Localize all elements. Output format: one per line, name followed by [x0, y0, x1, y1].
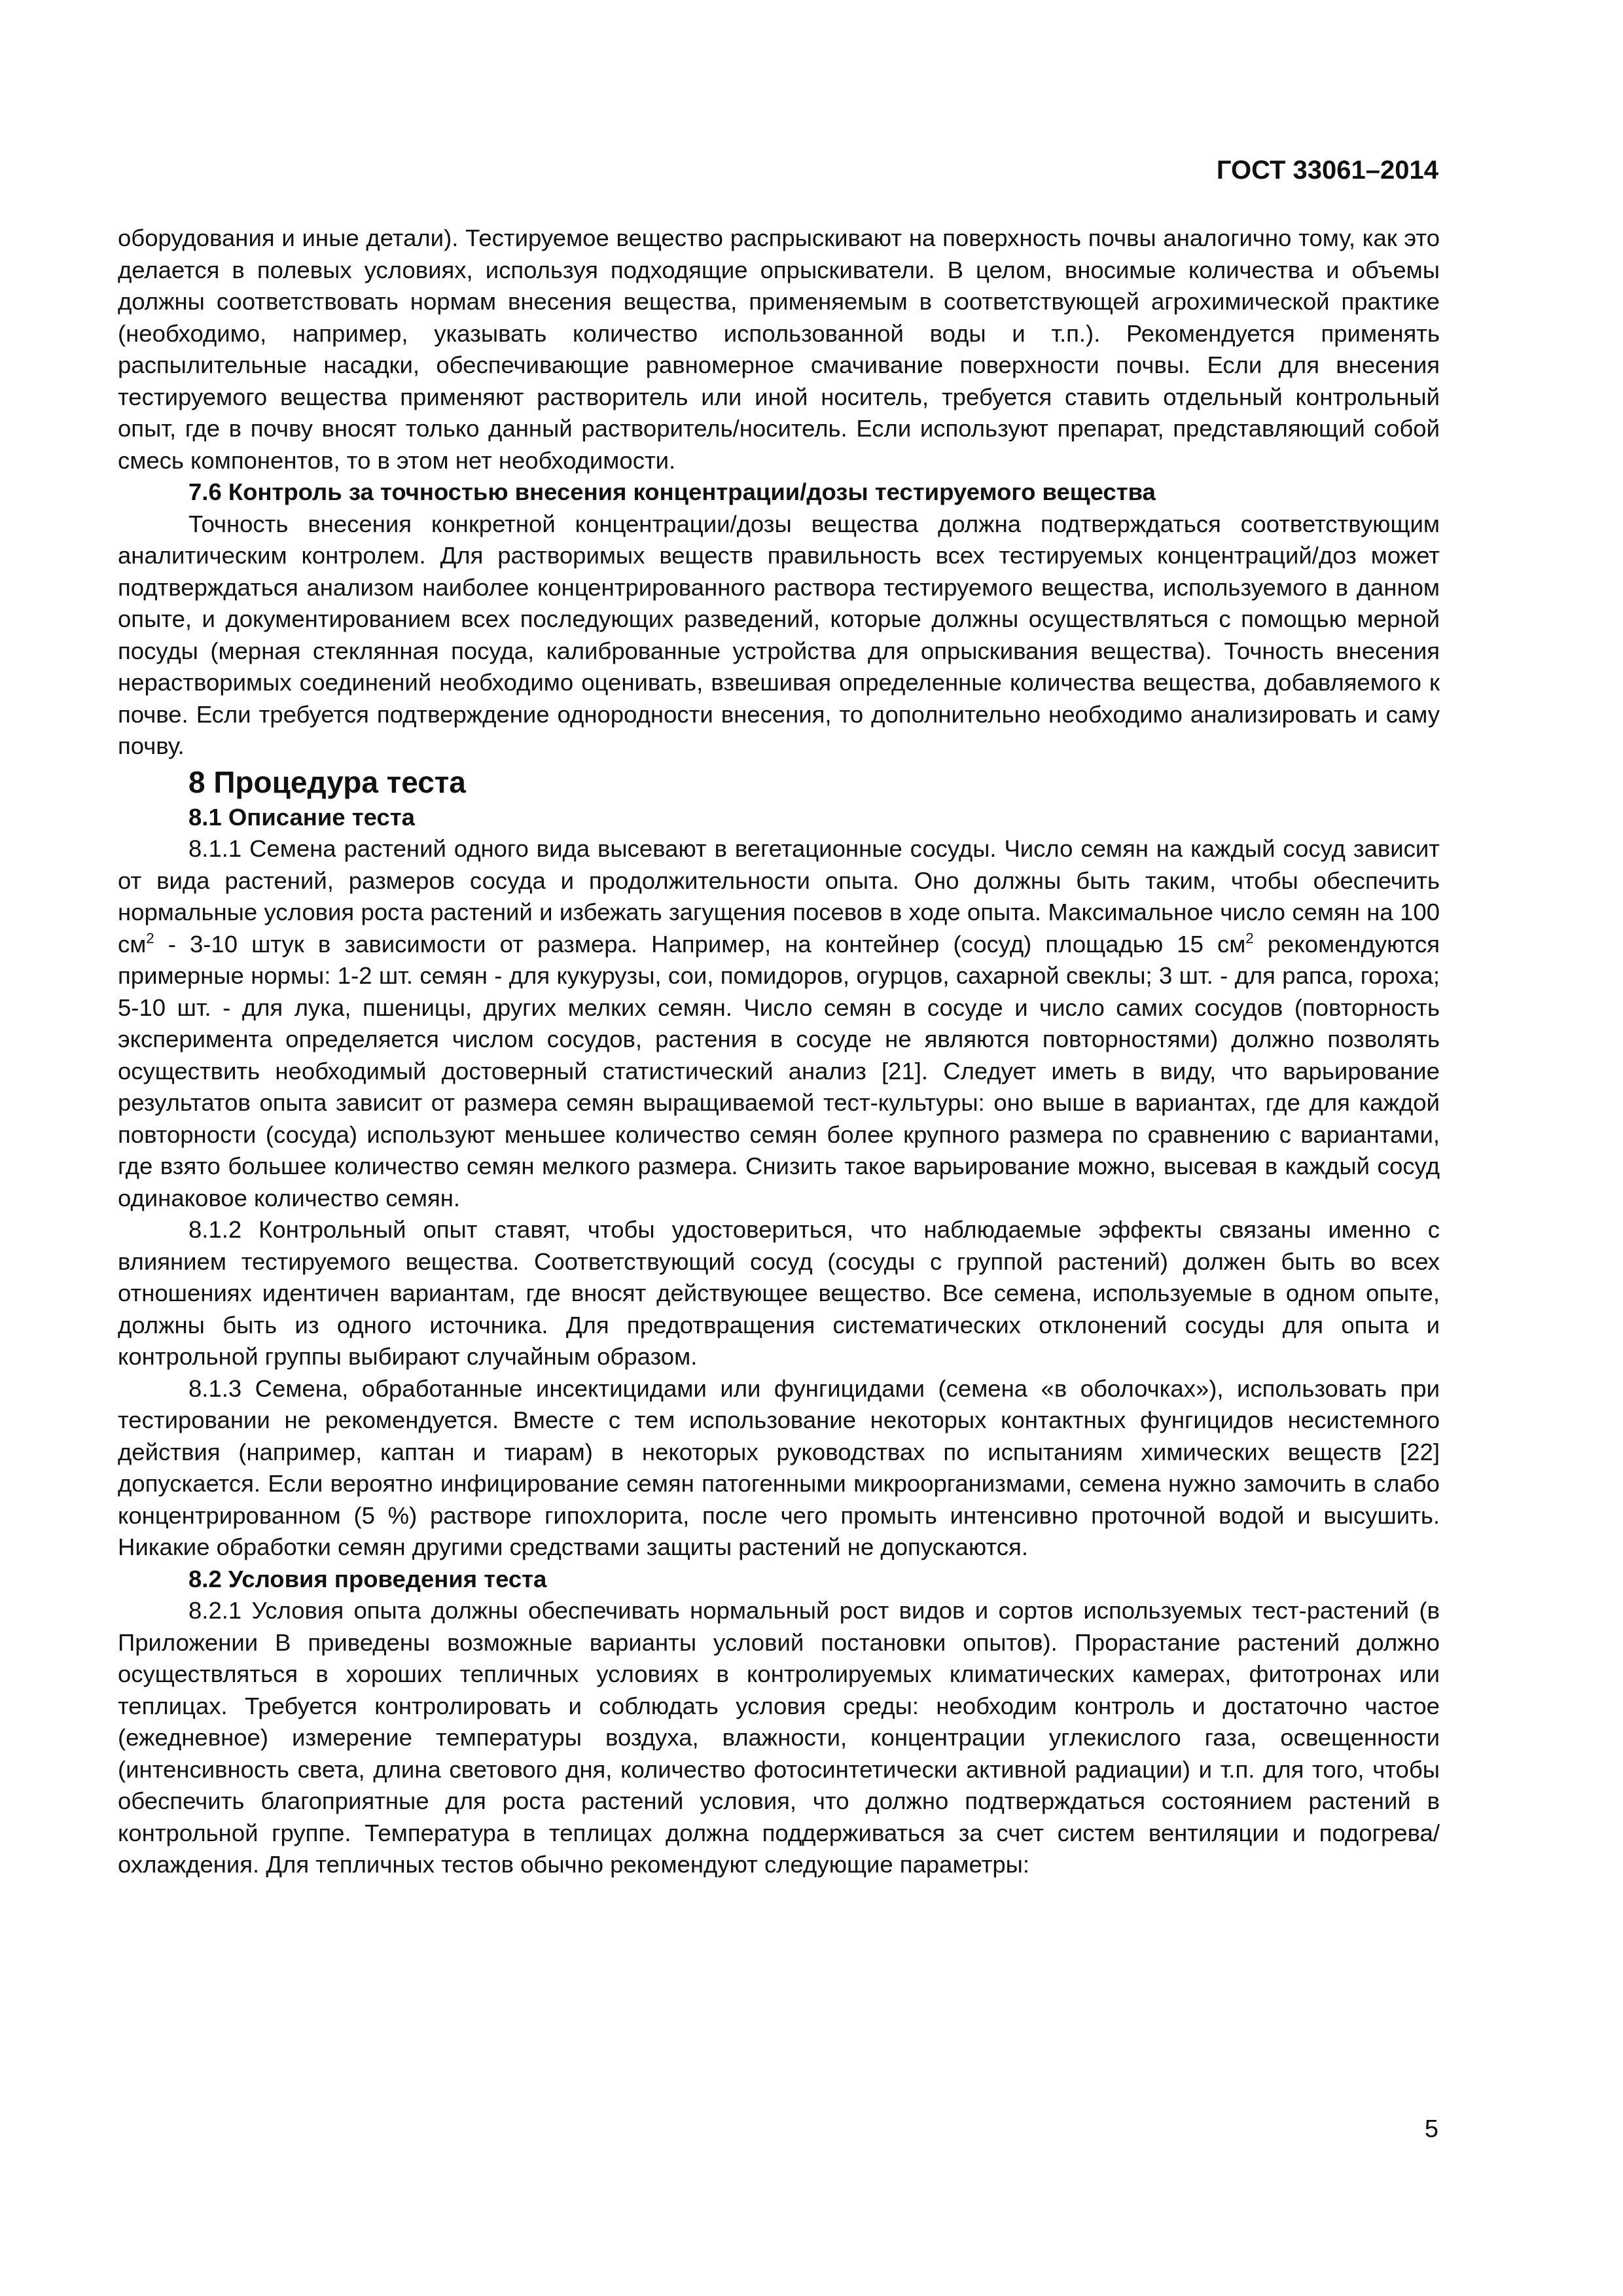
subsection-heading-7-6: 7.6 Контроль за точностью внесения концентрации/дозы тестируемого вещества — [188, 478, 1156, 505]
paragraph-8-1-1-part-c: рекомендуются примерные нормы: 1-2 шт. семян - для кукурузы, сои, помидоров, огурцов, сахарной свеклы; 3 шт. - для рапса, гороха; 5-10 шт. - для лука, пшеницы, других мелких семян. Число семян в сосуде и число самих сосудов (повторность эксперимента определяется числом сосудов, растения в сосуде не являются повторностями) должно позволять осуществить необходимый достоверный статистический анализ [21]. Следует иметь в виду, что варьирование результатов опыта зависит от размера семян выращиваемой тест-культуры: оно выше в вариантах, где для каждой повторности (сосуда) используют меньшее количество семян более крупного размера по сравнению с вариантами, где взято большее количество семян мелкого размера. Снизить такое варьирование можно, высевая в каждый сосуд одинаковое количество семян. — [118, 930, 1440, 1211]
subsection-heading-8-2: 8.2 Условия проведения теста — [188, 1565, 547, 1592]
continued-paragraph: оборудования и иные детали). Тестируемое вещество распрыскивают на поверхность почвы аналогично тому, как это делается в полевых условиях, используя подходящие опрыскиватели. В целом, вносимые количества и объемы должны соответствовать нормам внесения вещества, применяемым в соответствующей агрохимической практике (необходимо, например, указывать количество использованной воды и т.п.). Рекомендуется применять распылительные насадки, обеспечивающие равномерное смачивание поверхности почвы. Если для внесения тестируемого вещества применяют растворитель или иной носитель, требуется ставить отдельный контрольный опыт, где в почву вносят только данный растворитель/носитель. Если используют препарат, представляющий собой смесь компонентов, то в этом нет необходимости. — [118, 224, 1440, 474]
document-body — [118, 223, 1440, 1881]
document-code-header: ГОСТ 33061–2014 — [1216, 156, 1438, 185]
section-heading-8: 8 Процедура теста — [188, 764, 466, 799]
paragraph-8-1-1-part-a: 8.1.1 Семена растений одного вида высевают в вегетационные сосуды. Число семян на каждый сосуд зависит от вида растений, размеров сосуда и продолжительности опыта. Оно должны быть таким, чтобы обеспечить нормальные условия роста растений и избежать загущения посевов в ходе опыта. Максимальное число семян на 100 см — [118, 835, 1440, 958]
paragraph-7-6: Точность внесения конкретной концентрации/дозы вещества должна подтверждаться соответствующим аналитическим контролем. Для растворимых веществ правильность всех тестируемых концентраций/доз может подтверждаться анализом наиболее концентрированного раствора тестируемого вещества, используемого в данном опыте, и документированием всех последующих разведений, которые должны осуществляться с помощью мерной посуды (мерная стеклянная посуда, калиброванные устройства для опрыскивания вещества). Точность внесения нерастворимых соединений необходимо оценивать, взвешивая определенные количества вещества, добавляемого к почве. Если требуется подтверждение однородности внесения, то дополнительно необходимо анализировать и саму почву. — [118, 510, 1440, 759]
paragraph-8-2-1: 8.2.1 Условия опыта должны обеспечивать нормальный рост видов и сортов используемых тест-растений (в Приложении В приведены возможные варианты условий постановки опытов). Прорастание растений должно осуществляться в хороших тепличных условиях в контролируемых климатических камерах, фитотронах или теплицах. Требуется контролировать и соблюдать условия среды: необходим контроль и достаточно частое (ежедневное) измерение температуры воздуха, влажности, концентрации углекислого газа, освещенности (интенсивность света, длина светового дня, количество фотосинтетически активной радиации) и т.п. для того, чтобы обеспечить благоприятные для роста растений условия, что должно подтверждаться состоянием растений в контрольной группе. Температура в теплицах должна поддерживаться за счет систем вентиляции и подогрева/охлаждения. Для тепличных тестов обычно рекомендуют следующие параметры: — [118, 1597, 1440, 1878]
paragraph-8-1-1 — [118, 833, 1440, 1214]
superscript-square-2: 2 — [1245, 929, 1254, 946]
subsection-heading-8-1: 8.1 Описание теста — [188, 803, 415, 831]
superscript-square-1: 2 — [146, 929, 154, 946]
paragraph-8-1-1-part-b: - 3-10 штук в зависимости от размера. Например, на контейнер (сосуд) площадью 15 см — [154, 930, 1246, 958]
paragraph-8-1-3: 8.1.3 Семена, обработанные инсектицидами или фунгицидами (семена «в оболочках»), использовать при тестировании не рекомендуется. Вместе с тем использование некоторых контактных фунгицидов несистемного действия (например, каптан и тиарам) в некоторых руководствах по испытаниям химических веществ [22] допускается. Если вероятно инфицирование семян патогенными микроорганизмами, семена нужно замочить в слабо концентрированном (5 %) растворе гипохлорита, после чего промыть интенсивно проточной водой и высушить. Никакие обработки семян другими средствами защиты растений не допускаются. — [118, 1374, 1440, 1560]
page-number: 5 — [1424, 2115, 1438, 2143]
paragraph-8-1-2: 8.1.2 Контрольный опыт ставят, чтобы удостовериться, что наблюдаемые эффекты связаны именно с влиянием тестируемого вещества. Соответствующий сосуд (сосуды с группой растений) должен быть во всех отношениях идентичен вариантам, где вносят действующее вещество. Все семена, используемые в одном опыте, должны быть из одного источника. Для предотвращения систематических отклонений сосуды для опыта и контрольной группы выбирают случайным образом. — [118, 1216, 1440, 1370]
